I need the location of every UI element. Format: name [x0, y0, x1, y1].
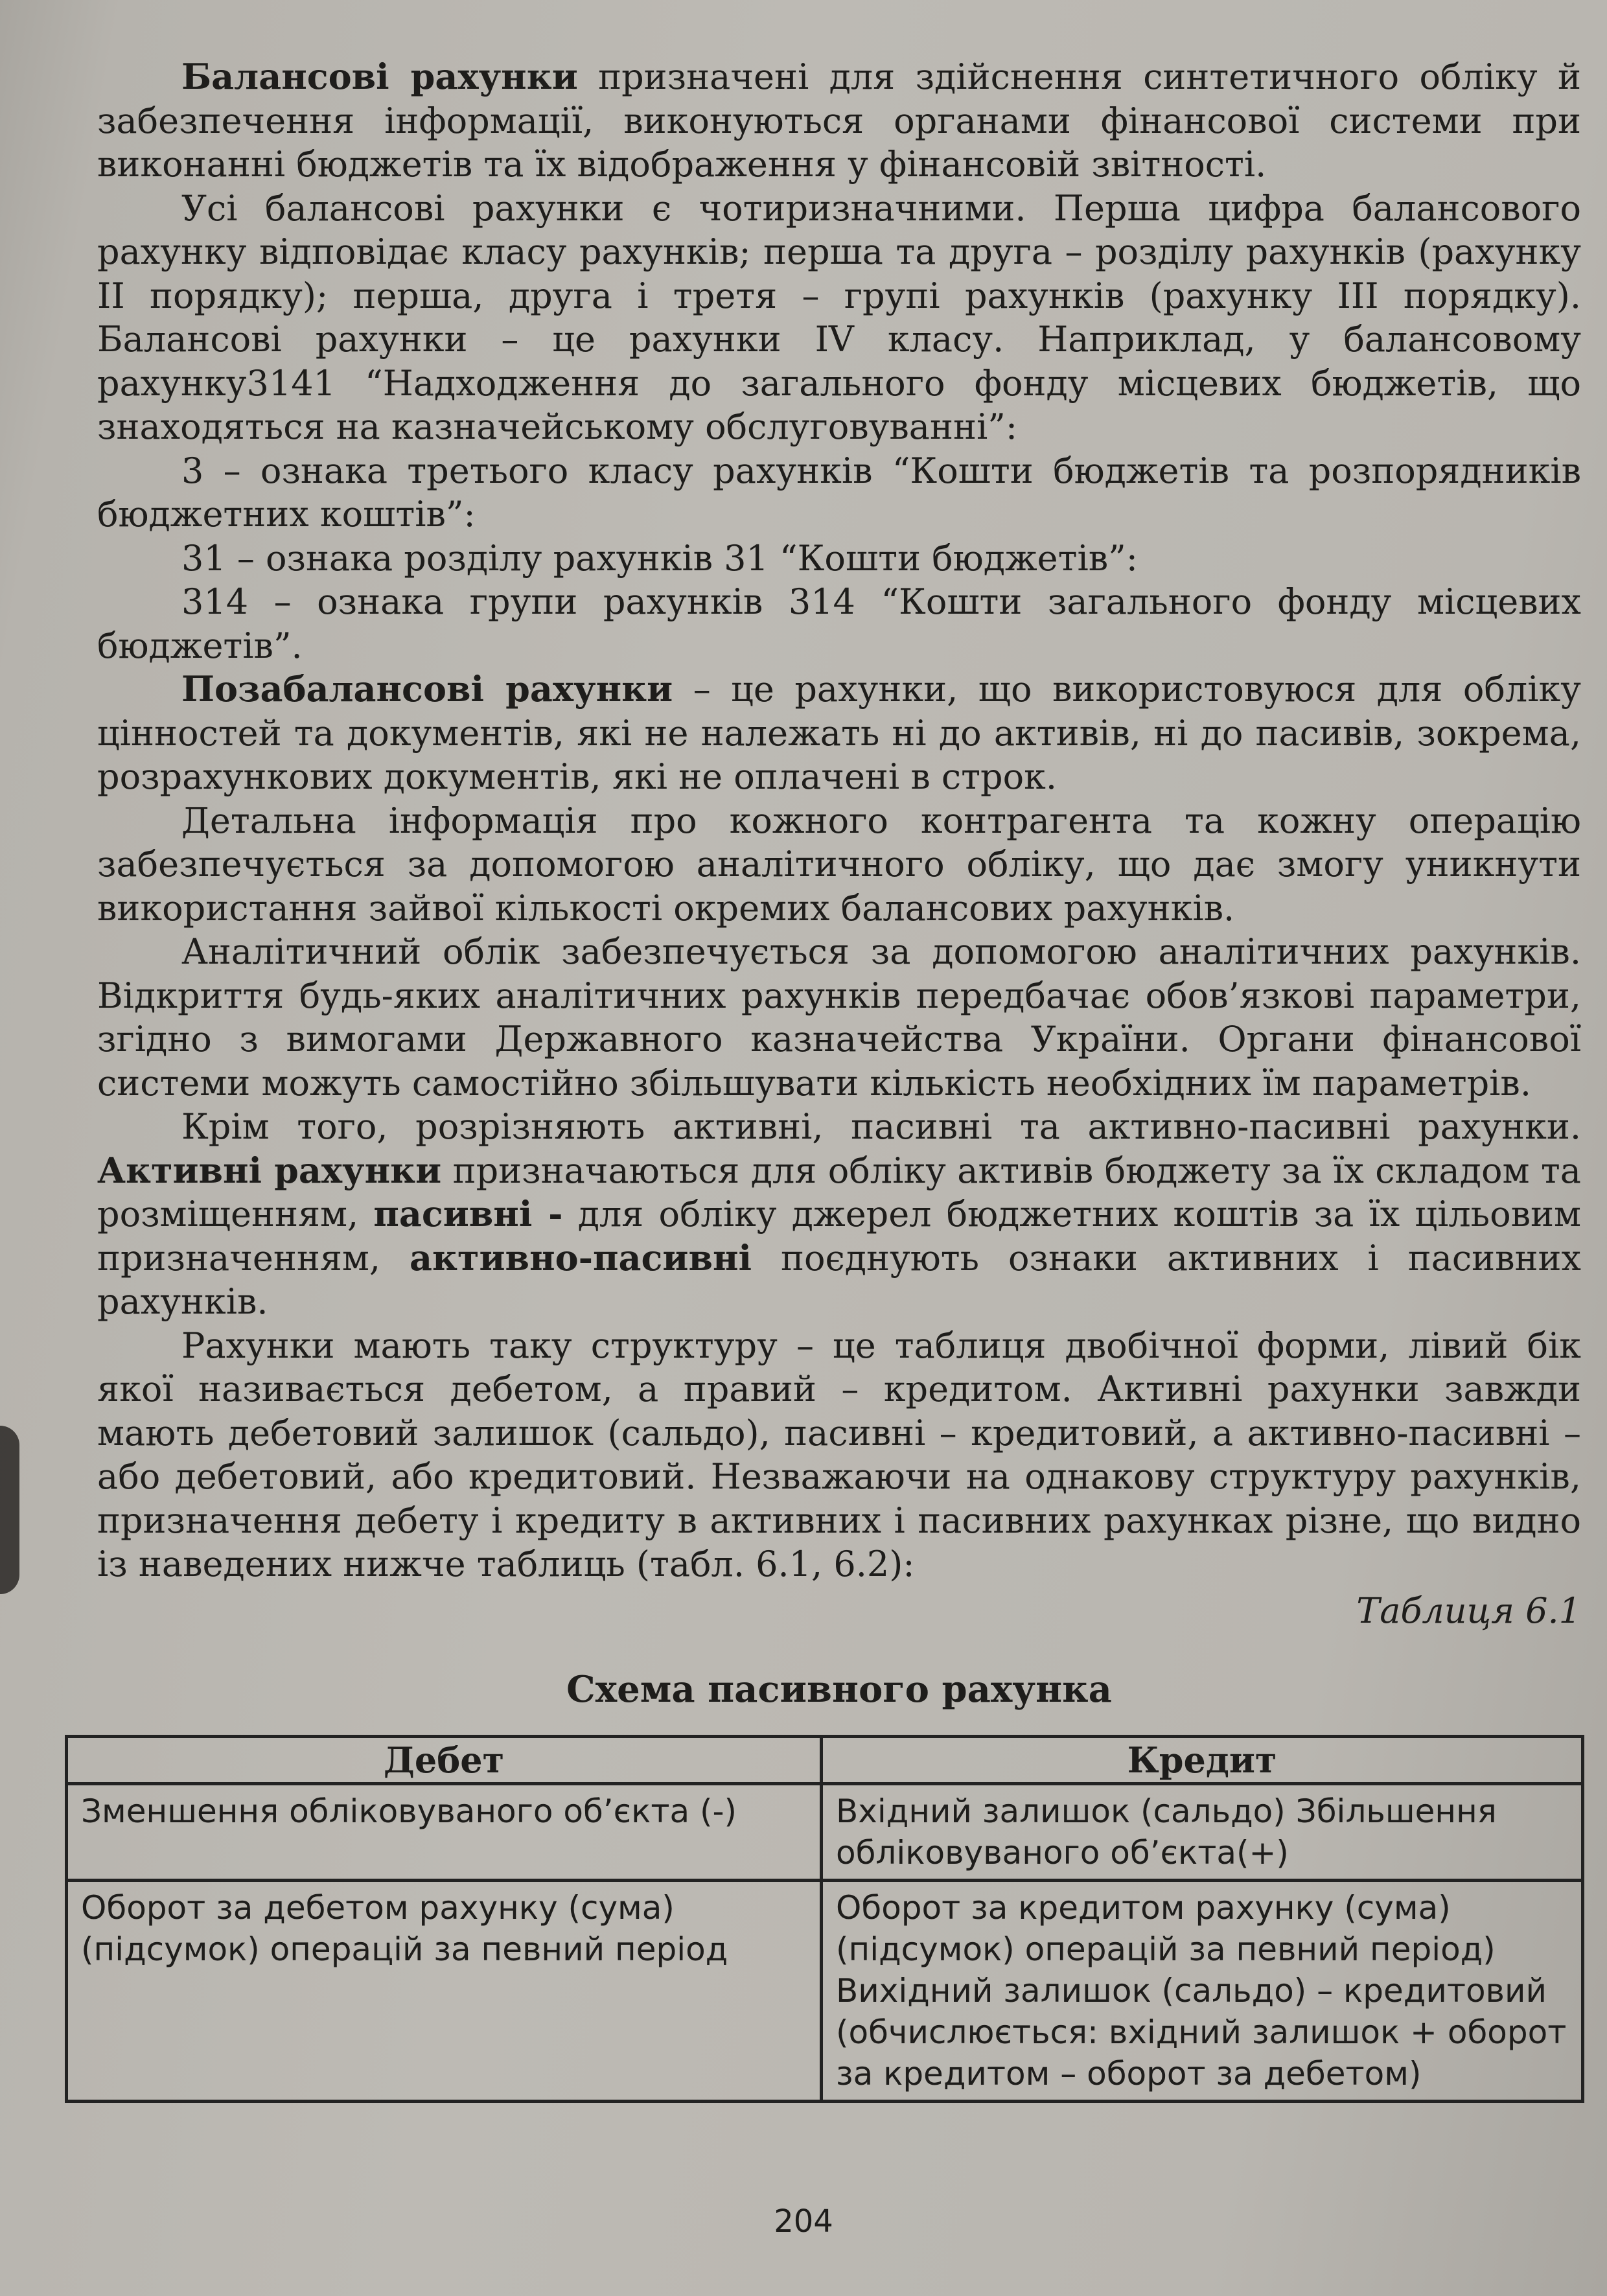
table-row — [67, 1880, 1583, 2101]
term-balance-accounts: Балансові рахунки — [181, 56, 578, 97]
table-cell: Оборот за дебетом рахунку (сума) (підсумок) операцій за певний період — [67, 1880, 822, 2101]
table-cell: Вхідний залишок (сальдо) Збільшення обліковуваного об’єкта(+) — [822, 1783, 1583, 1880]
paragraph-off-balance: Позабалансові рахунки – це рахунки, що використовуюся для обліку цінностей та документів, які не належать ні до активів, ні до пасивів, зокрема, розрахункових документів, які не оплачені в строк. — [97, 668, 1581, 797]
table-row — [67, 1783, 1583, 1880]
paragraph-balance-accounts: Балансові рахунки призначені для здійснення синтетичного обліку й забезпечення інформації, виконуються органами фінансової системи при виконанні бюджетів та їх відображення у фінансовій звітності. — [97, 56, 1581, 185]
paragraph-section-sign: 31 – ознака розділу рахунків 31 “Кошти бюджетів”: — [181, 537, 1138, 579]
paragraph-group-sign: 314 – ознака групи рахунків 314 “Кошти загального фонду місцевих бюджетів”. — [97, 581, 1581, 666]
page-content — [81, 55, 1582, 2103]
paragraph-four-digit: Усі балансові рахунки є чотиризначними. Перша цифра балансового рахунку відповідає класу рахунків; перша та друга – розділу рахунків (рахунку ІІ порядку); перша, друга і третя – групі рахунків (рахунку ІІІ порядку). Балансові рахунки – це рахунки IV класу. Наприклад, у балансовому рахунку3141 “Надходження до загального фонду місцевих бюджетів, що знаходяться на казначейському обслуговуванні”: — [97, 187, 1581, 447]
paragraph-active-passive: Крім того, розрізняють активні, пасивні та активно-пасивні рахунки. Активні рахунки призначаються для обліку активів бюджету за їх складом та розміщенням, пасивні - для обліку джерел бюджетних коштів за їх цільовим призначенням, активно-пасивні поєднують ознаки активних і пасивних рахунків. — [97, 1106, 1582, 1322]
term-passive: пасивні - — [373, 1193, 563, 1235]
paragraph-detailed-info: Детальна інформація про кожного контрагента та кожну операцію забезпечується за допомогою аналітичного обліку, що дає змогу уникнути використання зайвої кількості окремих балансових рахунків. — [97, 800, 1581, 929]
page-edge-shadow — [0, 1426, 19, 1594]
term-off-balance: Позабалансові рахунки — [181, 668, 673, 710]
header-credit: Кредит — [822, 1736, 1583, 1783]
table-header-row — [67, 1736, 1583, 1783]
table-cell: Зменшення обліковуваного об’єкта (-) — [67, 1783, 822, 1880]
page-number: 204 — [774, 2203, 833, 2240]
table-title: Схема пасивного рахунка — [566, 1668, 1112, 1711]
header-debit: Дебет — [67, 1736, 822, 1783]
term-active: Активні рахунки — [97, 1149, 442, 1191]
paragraph-structure: Рахунки мають таку структуру – це таблиця двобічної форми, лівий бік якої називається дебетом, а правий – кредитом. Активні рахунки завжди мають дебетовий залишок (сальдо), пасивні – кредитовий, а активно-пасивні – або дебетовий, або кредитовий. Незважаючи на однакову структуру рахунків, призначення дебету і кредиту в активних і пасивних рахунках різне, що видно із наведених нижче таблиць (табл. 6.1, 6.2): — [97, 1325, 1581, 1584]
passive-account-table — [65, 1735, 1584, 2103]
table-cell: Оборот за кредитом рахунку (сума) (підсумок) операцій за певний період) Вихідний залишок (сальдо) – кредитовий (обчислюється: вхідний залишок + оборот за кредитом – оборот за дебетом) — [822, 1880, 1583, 2101]
table-caption: Таблиця 6.1 — [1356, 1590, 1581, 1631]
paragraph-class-sign: 3 – ознака третього класу рахунків “Кошти бюджетів та розпорядників бюджетних коштів”: — [97, 450, 1581, 535]
paragraph-analytical: Аналітичний облік забезпечується за допомогою аналітичних рахунків. Відкриття будь-яких аналітичних рахунків передбачає обов’язкові параметри, згідно з вимогами Державного казначейства України. Органи фінансової системи можуть самостійно збільшувати кількість необхідних їм параметрів. — [97, 931, 1581, 1104]
term-active-passive: активно-пасивні — [410, 1236, 752, 1279]
